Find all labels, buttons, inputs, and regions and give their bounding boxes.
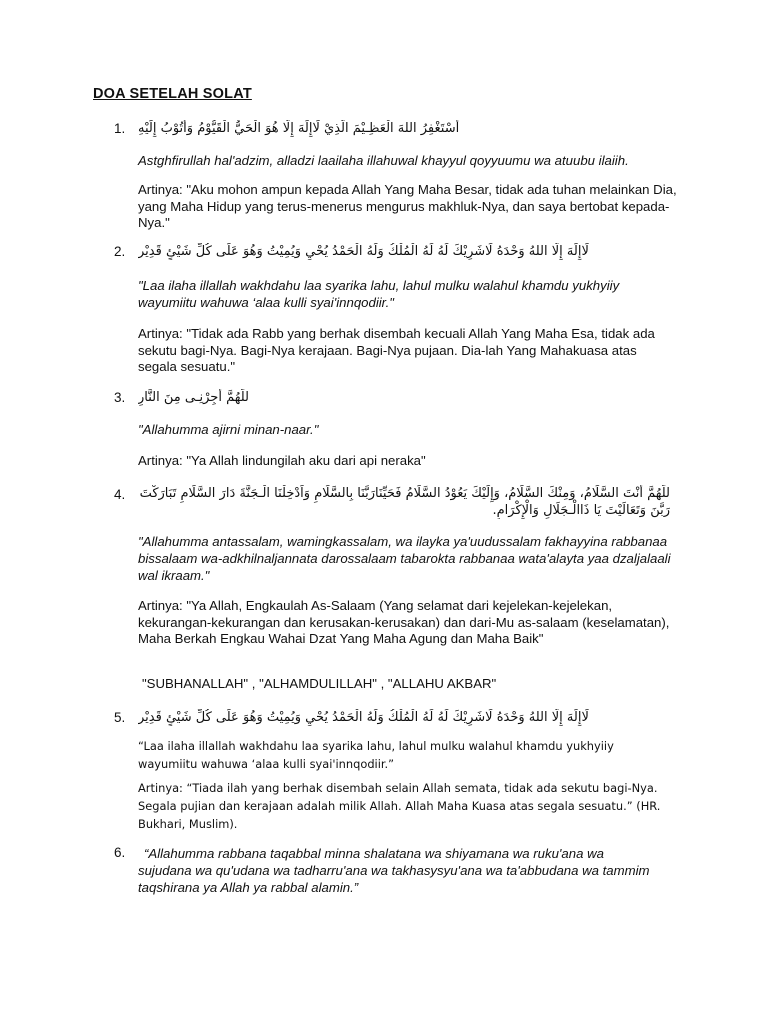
translation: Artinya: "Ya Allah, Engkaulah As-Salaam (Yang selamat dari kejelekan-kejelekan, kekurangan-kekurangan dan kerusakan-kerusakan) dan dari-Mu as-salaam (keselamatan), Maha Berkah Engkau Wahai Dzat Yang Maha Agung dan Maha Baik" [138,598,670,646]
arabic-text: أَسْتَغْفِرُ اللهَ الْعَظِـيْمَ الَّذِيْ لَاإِلَهَ إِلَّا هُوَ الْحَيُّ الْقَيُّوْمُ وَأَتُوْبُ إِلَيْهِ [138,121,460,136]
arabic-text: للَّهُمَّ أَجِرْنِـى مِنَ النَّارِ [138,390,249,405]
translation: Artinya: "Aku mohon ampun kepada Allah Yang Maha Besar, tidak ada tuhan melainkan Dia, yang Maha Hidup yang terus-menerus mengurus makhluk-Nya, dan saya bertobat kepada-Nya." [138,182,677,230]
item-number: 4. [114,487,126,502]
dzikir-line: "SUBHANALLAH" , "ALHAMDULILLAH" , "ALLAHU AKBAR" [142,676,497,691]
transliteration: Astghfirullah hal'adzim, alladzi laailaha illahuwal khayyul qoyyuumu wa atuubu ilaiih. [138,153,629,168]
item-number: 5. [114,710,126,725]
translation: Artinya: “Tiada ilah yang berhak disembah selain Allah semata, tidak ada sekutu bagi-Nya. Segala pujian dan kerajaan adalah milik Allah. Allah Maha Kuasa atas segala sesuatu.” (HR. Bukhari, Muslim). [138,781,661,831]
arabic-text: لَاإِلَهَ إِلَّا اللهُ وَحْدَهُ لَاشَرِيْكَ لَهُ لَهُ الْمُلْكُ وَلَهُ الْحَمْدُ يُحْيِ وَيُمِيْتُ وَهُوَ عَلَى كُلِّ شَيْئٍ قَدِيْر [138,710,589,725]
transliteration: “Laa ilaha illallah wakhdahu laa syarika lahu, lahul mulku walahul khamdu yukhyiiy wayumiitu wahuwa ‘alaa kulli syai'innqodiir.” [138,739,614,771]
transliteration: "Allahumma ajirni minan-naar." [138,422,319,437]
arabic-text: لَاإِلَهَ إِلَّا اللهُ وَحْدَهُ لَاشَرِيْكَ لَهُ لَهُ الْمُلْكُ وَلَهُ الْحَمْدُ يُحْيِ وَيُمِيْتُ وَهُوَ عَلَى كُلِّ شَيْئٍ قَدِيْر [138,244,589,259]
item-number: 3. [114,390,126,405]
transliteration: "Laa ilaha illallah wakhdahu laa syarika lahu, lahul mulku walahul khamdu yukhyiiy wayumiitu wahuwa ‘alaa kulli syai'innqodiir." [138,278,620,310]
document-title: DOA SETELAH SOLAT [93,86,252,102]
translation: Artinya: "Ya Allah lindungilah aku dari api neraka" [138,453,426,468]
prayer-text: “Allahumma rabbana taqabbal minna shalatana wa shiyamana wa ruku'ana wa sujudana wa qu'udana wa tadharru'ana wa takhasysyu'ana wa ta'abbudana wa tammim taqshirana ya Allah ya rabbal alamin.” [138,846,650,895]
item-number: 6. [114,845,126,860]
transliteration: "Allahumma antassalam, wamingkassalam, wa ilayka ya'uudussalam fakhayyina rabbanaa bissalaam wa-adkhilnaljannata darossalaam tabarokta rabbanaa wata'alayta yaa dzaljalaali wal ikraam." [138,534,671,583]
item-number: 1. [114,121,126,136]
arabic-text: للَّهُمَّ أَنْتَ السَّلَامُ، وَمِنْكَ السَّلَامُ، وَإِلَيْكَ يَعُوْدُ السَّلَامُ فَحَيِّنَارَبَّنَا بِالسَّلَامِ وَاَدْخِلْنَا الْـجَنَّةَ دَارَ السَّلَامِ تَبَارَكْتَ رَبَّنَ وَتَعَالَيْتَ يَا ذَاالْـجَلَالِ وَالْإِكْرَامِ. [139,486,670,518]
translation: Artinya: "Tidak ada Rabb yang berhak disembah kecuali Allah Yang Maha Esa, tidak ada sekutu bagi-Nya. Bagi-Nya kerajaan. Bagi-Nya pujaan. Dia-lah Yang Mahakuasa atas segala sesuatu." [138,326,655,374]
item-number: 2. [114,244,126,259]
